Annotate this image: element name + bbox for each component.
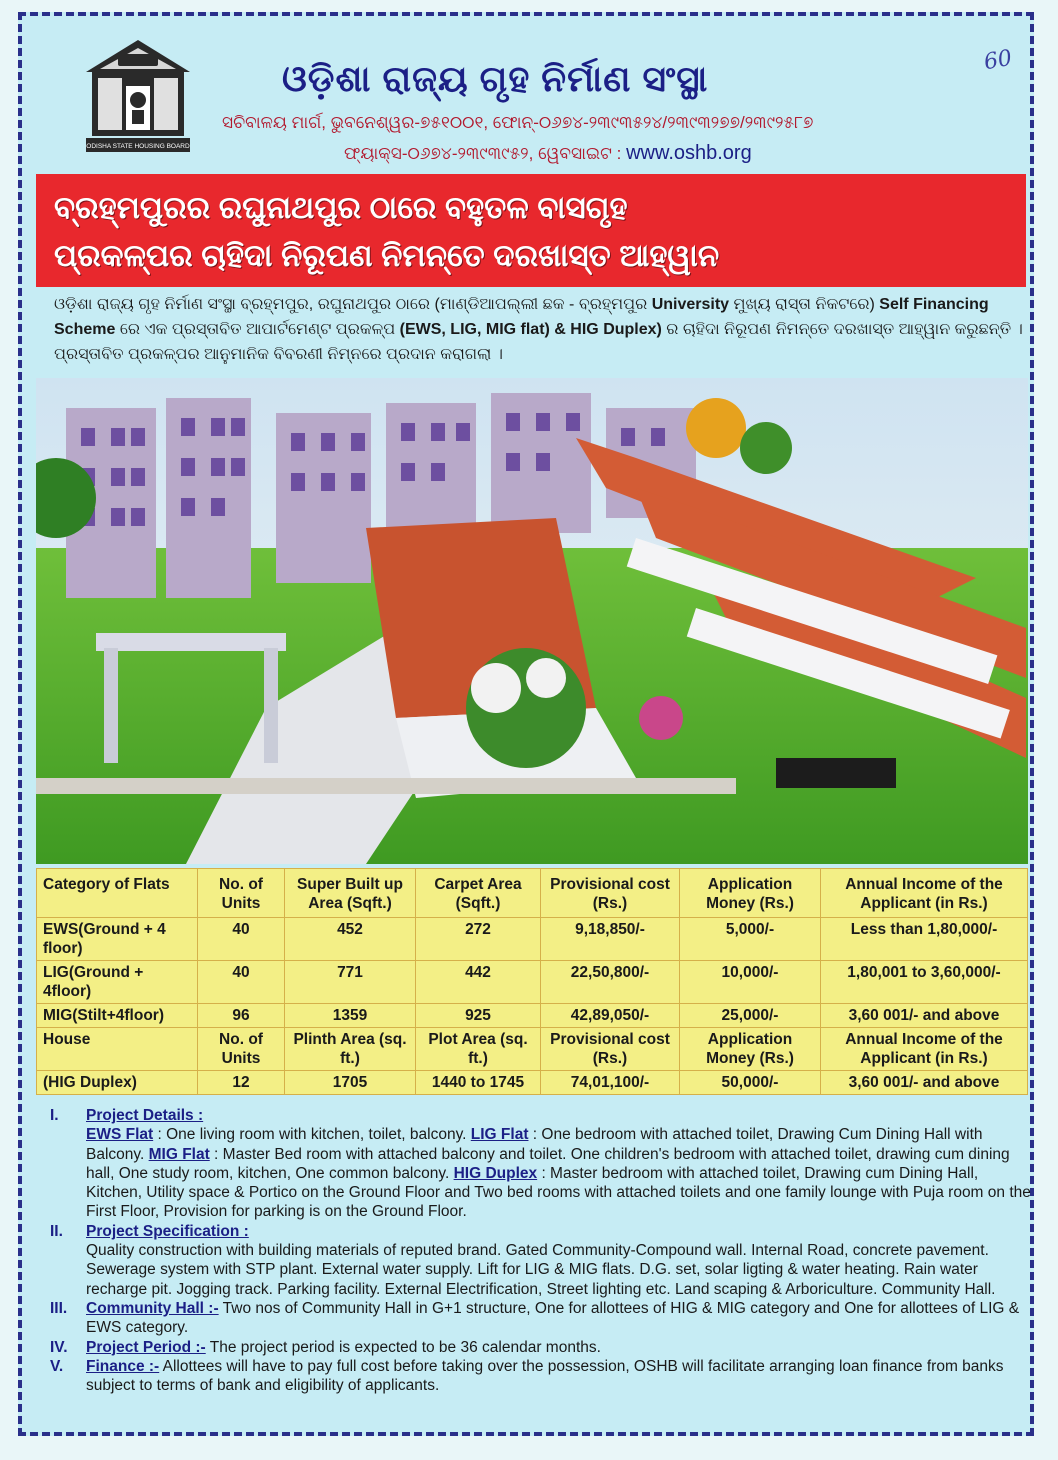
logo-caption: ODISHA STATE HOUSING BOARD xyxy=(86,143,190,150)
section-number: II. xyxy=(50,1222,63,1240)
section-number: IV. xyxy=(50,1338,68,1356)
intro-text-2: ମୁଖ୍ୟ ରାସ୍ତା ନିକଟରେ) xyxy=(729,296,880,313)
section-heading: Finance :- xyxy=(86,1357,160,1375)
address-line-2 xyxy=(344,142,752,165)
project-details xyxy=(50,1106,1034,1395)
table-cell: 3,60 001/- and above xyxy=(821,1071,1028,1095)
section-number: III. xyxy=(50,1299,68,1317)
table-cell: 3,60 001/- and above xyxy=(821,1004,1028,1028)
header-cell: Application Money (Rs.) xyxy=(680,869,821,918)
table-cell: 22,50,800/- xyxy=(541,961,680,1004)
hig-label: HIG Duplex xyxy=(453,1164,538,1182)
table-header-row-house xyxy=(37,1028,1028,1071)
table-row xyxy=(37,918,1028,961)
header-cell: No. of Units xyxy=(198,869,285,918)
header xyxy=(22,16,1030,181)
intro-paragraph xyxy=(54,292,1032,367)
headline-line-1: ବ୍ରହ୍ମପୁରର ରଘୁନାଥପୁର ଠାରେ ବହୁତଳ ବାସଗୃହ xyxy=(54,190,628,225)
table-cell: Less than 1,80,000/- xyxy=(821,918,1028,961)
header-cell: Annual Income of the Applicant (in Rs.) xyxy=(821,1028,1028,1071)
organisation-name: ଓଡ଼ିଶା ରାଜ୍ୟ ଗୃହ ନିର୍ମାଣ ସଂସ୍ଥା xyxy=(282,58,709,99)
header-cell: Super Built up Area (Sqft.) xyxy=(285,869,416,918)
section-number: V. xyxy=(50,1357,64,1375)
project-rendering-image xyxy=(36,378,1028,864)
headline-line-2: ପ୍ରକଳ୍ପର ଚାହିଦା ନିରୂପଣ ନିମନ୍ତେ ଦରଖାସ୍ତ ଆହ୍ୱାନ xyxy=(54,238,720,273)
table-cell: 50,000/- xyxy=(680,1071,821,1095)
header-cell: No. of Units xyxy=(198,1028,285,1071)
header-cell: Provisional cost (Rs.) xyxy=(541,1028,680,1071)
section-project-period xyxy=(50,1338,1034,1357)
table-row xyxy=(37,1071,1028,1095)
table-cell: 1440 to 1745 xyxy=(416,1071,541,1095)
table-cell: 272 xyxy=(416,918,541,961)
section-heading: Project Details : xyxy=(86,1107,204,1124)
header-cell: Plinth Area (sq. ft.) xyxy=(285,1028,416,1071)
table-cell: 42,89,050/- xyxy=(541,1004,680,1028)
intro-text-3: ରେ ଏକ ପ୍ରସ୍ତାବିତ ଆପାର୍ଟମେଣ୍ଟ ପ୍ରକଳ୍ପ xyxy=(115,321,400,338)
table-cell: LIG(Ground + 4floor) xyxy=(37,961,198,1004)
ews-text: : One living room with kitchen, toilet, balcony. xyxy=(153,1126,471,1144)
intro-bold-2: Self Financing Scheme xyxy=(54,296,989,338)
table-cell: 40 xyxy=(198,961,285,1004)
section-finance xyxy=(50,1357,1034,1396)
table-row xyxy=(37,961,1028,1004)
intro-text-4: ର ଚାହିଦା ନିରୂପଣ ନିମନ୍ତେ ଦରଖାସ୍ତ ଆହ୍ୱାନ କରୁଛନ୍ତି । ପ୍ରସ୍ତାବିତ ପ୍ରକଳ୍ପର ଆନୁମାନିକ ବିବରଣୀ ନିମ୍ନରେ ପ୍ରଦାନ କରାଗଲା । xyxy=(54,321,1023,363)
table-cell: 9,18,850/- xyxy=(541,918,680,961)
table-cell: 1,80,001 to 3,60,000/- xyxy=(821,961,1028,1004)
table-cell: 1359 xyxy=(285,1004,416,1028)
ews-label: EWS Flat xyxy=(86,1126,154,1144)
section-community-hall xyxy=(50,1299,1034,1338)
table-cell: 74,01,100/- xyxy=(541,1071,680,1095)
table-cell: 40 xyxy=(198,918,285,961)
section-project-specification xyxy=(50,1222,1034,1299)
table-cell: 25,000/- xyxy=(680,1004,821,1028)
oshb-logo xyxy=(82,38,194,156)
header-cell: Plot Area (sq. ft.) xyxy=(416,1028,541,1071)
mig-label: MIG Flat xyxy=(148,1145,210,1163)
table-cell: 442 xyxy=(416,961,541,1004)
advertisement-frame xyxy=(18,12,1034,1436)
intro-bold-1: University xyxy=(651,296,730,313)
flat-details-table xyxy=(36,868,1028,1095)
website-link[interactable]: www.oshb.org xyxy=(626,142,752,164)
section-heading: Community Hall :- xyxy=(86,1299,219,1317)
section-body xyxy=(86,1125,1034,1221)
table-cell: 452 xyxy=(285,918,416,961)
header-cell: Category of Flats xyxy=(37,869,198,918)
table-cell: 12 xyxy=(198,1071,285,1095)
section-body: Two nos of Community Hall in G+1 structure, One for allottees of HIG & MIG category and One for allottees of LIG & EWS category. xyxy=(86,1299,1020,1337)
section-body: Allottees will have to pay full cost before taking over the possession, OSHB will facilitate arranging loan finance from banks subject to terms of bank and eligibility of applicants. xyxy=(86,1357,1004,1395)
table-cell: 5,000/- xyxy=(680,918,821,961)
table-cell: 96 xyxy=(198,1004,285,1028)
section-number: I. xyxy=(50,1107,59,1124)
fax-text: ଫ୍ୟାକ୍ସ-୦୬୭୪-୨୩୯୩୯୫୨, ୱେବସାଇଟ : xyxy=(344,144,627,163)
table-row xyxy=(37,1004,1028,1028)
table-cell: 1705 xyxy=(285,1071,416,1095)
headline-banner xyxy=(36,174,1026,287)
section-body: The project period is expected to be 36 calendar months. xyxy=(205,1338,601,1356)
table-cell: 771 xyxy=(285,961,416,1004)
mig-text: : Master Bed room with attached balcony and toilet. One children's bedroom with attached toilet, drawing cum dining hall, One study room, kitchen, One common balcony. xyxy=(86,1145,1010,1182)
address-line-1: ସଚିବାଳୟ ମାର୍ଗ, ଭୁବନେଶ୍ୱର-୭୫୧୦୦୧, ଫୋନ୍-୦୬୭୪-୨୩୯୩୫୨୪/୨୩୯୩୨୭୭/୨୩୯୨୫୮୭ xyxy=(222,113,814,132)
table-cell: 10,000/- xyxy=(680,961,821,1004)
header-cell: House xyxy=(37,1028,198,1071)
table-cell: (HIG Duplex) xyxy=(37,1071,198,1095)
hig-text: : Master bedroom with attached toilet, Drawing cum Dining Hall, Kitchen, Utility space & Portico on the Ground Floor and Two bed rooms with attached toilets and one family lounge with Puja room on the First Floor, Provision for parking is on the Ground Floor. xyxy=(86,1164,1031,1221)
header-cell: Provisional cost (Rs.) xyxy=(541,869,680,918)
table-cell: EWS(Ground + 4 floor) xyxy=(37,918,198,961)
header-cell: Application Money (Rs.) xyxy=(680,1028,821,1071)
table-header-row xyxy=(37,869,1028,918)
intro-bold-3: (EWS, LIG, MIG flat) & HIG Duplex) xyxy=(399,321,662,338)
intro-text-1: ଓଡ଼ିଶା ରାଜ୍ୟ ଗୃହ ନିର୍ମାଣ ସଂସ୍ଥା ବ୍ରହ୍ମପୁର, ରଘୁନାଥପୁର ଠାରେ (ମାଣ୍ଡିଆପଲ୍ଲୀ ଛକ - ବ୍ରହ୍ମପୁର xyxy=(54,296,652,313)
section-body: Quality construction with building materials of reputed brand. Gated Community-Compound wall. Internal Road, concrete pavement. Sewerage system with STP plant. External water supply. Lift for LIG & MIG flats. D.G. set, solar ligting & water heating. Rain water recharge pit. Jogging track. Parking facility. External Electrification, Street lighting etc. Land scaping & Arboriculture. Community Hall. xyxy=(86,1242,996,1298)
table-cell: MIG(Stilt+4floor) xyxy=(37,1004,198,1028)
lig-text: : One bedroom with attached toilet, Drawing Cum Dining Hall with Balcony. xyxy=(86,1126,983,1163)
section-heading: Project Period :- xyxy=(86,1338,206,1356)
header-cell: Annual Income of the Applicant (in Rs.) xyxy=(821,869,1028,918)
page-mark: 60 xyxy=(982,45,1014,76)
section-project-details xyxy=(50,1106,1034,1222)
header-cell: Carpet Area (Sqft.) xyxy=(416,869,541,918)
section-heading: Project Specification : xyxy=(86,1222,249,1240)
lig-label: LIG Flat xyxy=(470,1126,529,1144)
table-cell: 925 xyxy=(416,1004,541,1028)
